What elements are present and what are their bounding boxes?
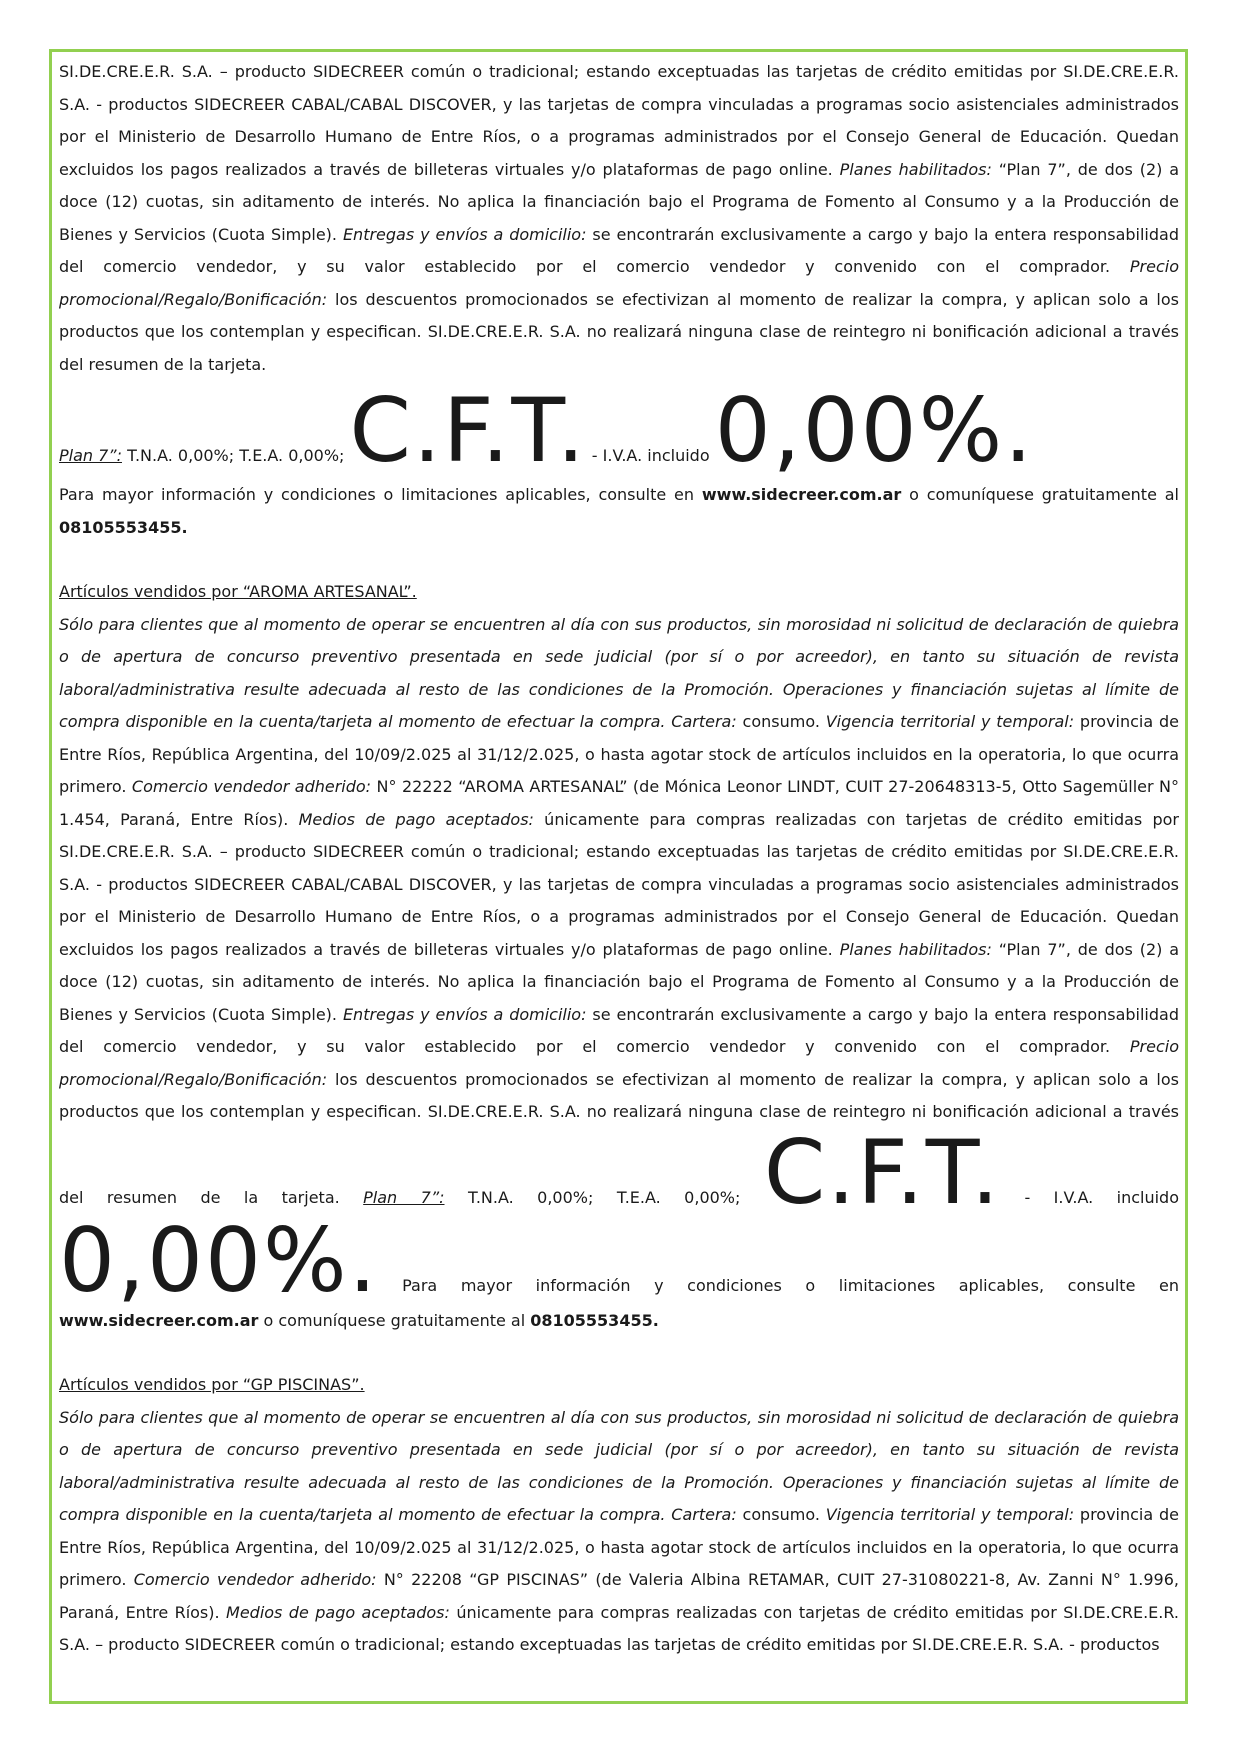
- website-link[interactable]: www.sidecreer.com.ar: [701, 485, 902, 504]
- website-link[interactable]: www.sidecreer.com.ar: [59, 1310, 259, 1330]
- info-paragraph: Para mayor información y condiciones o limitaciones aplicables, consulte en www.sidecreer.com.ar o comuníquese gratuitamente al 08105553455.: [59, 485, 1180, 537]
- phone-number: 08105553455.: [530, 1310, 659, 1330]
- cft-label: C.F.T.: [349, 379, 587, 482]
- section-heading-gp: Artículos vendidos por “GP PISCINAS”.: [59, 1375, 365, 1394]
- cft-value: 0,00%.: [714, 379, 1035, 482]
- section-heading-aroma: Artículos vendidos por “AROMA ARTESANAL”.: [59, 582, 417, 601]
- cft-label: C.F.T.: [763, 1120, 1001, 1224]
- section-body-aroma: Sólo para clientes que al momento de operar se encuentren al día con sus productos, sin morosidad ni solicitud de declaración de quiebra o de apertura de concurso preventivo presentada en sede judicial (por sí o por acreedor), en tanto su situación de revista laboral/administrativa resulte adecuada al resto de las condiciones de la Promoción. Operaciones y financiación sujetas al límite de compra disponible en la cuenta/tarjeta al momento de efectuar la compra. Cartera: consumo. Vigencia territorial y temporal: provincia de Entre Ríos, República Argentina, del 10/09/2.025 al 31/12/2.025, o hasta agotar stock de artículos incluidos en la operatoria, lo que ocurra primero. Comercio vendedor adherido: N° 22222 “AROMA ARTESANAL” (de Mónica Leonor LINDT, CUIT 27-20648313-5, Otto Sagemüller N° 1.454, Paraná, Entre Ríos). Medios de pago aceptados: únicamente para compras realizadas con tarjetas de crédito emitidas por SI.DE.CRE.E.R. S.A. – producto SIDECREER común o tradicional; estando exceptuadas las tarjetas de crédito emitidas por SI.DE.CRE.E.R. S.A. - productos SIDECREER CABAL/CABAL DISCOVER, y las tarjetas de compra vinculadas a programas socio asistenciales administrados por el Ministerio de Desarrollo Humano de Entre Ríos, o a programas administrados por el Consejo General de Educación. Quedan excluidos los pagos realizados a través de billeteras virtuales y/o plataformas de pago online. Planes habilitados: “Plan 7”, de dos (2) a doce (12) cuotas, sin aditamento de interés. No aplica la financiación bajo el Programa de Fomento al Consumo y a la Producción de Bienes y Servicios (Cuota Simple). Entregas y envíos a domicilio: se encontrarán exclusivamente a cargo y bajo la entera responsabilidad del comercio vendedor, y su valor establecido por el comercio vendedor y convenido con el comprador. Precio promocional/Regalo/Bonificación: los descuentos promocionados se efectivizan al momento de realizar la compra, y aplican solo a los productos que los contemplan y especifican. SI.DE.CRE.E.R. S.A. no realizará ninguna clase de reintegro ni bonificación adicional a través del resumen de la tarjeta. Plan 7”: T.N.A. 0,00%; T.E.A. 0,00%; C.F.T. - I.V.A. incluido 0,00%. Para mayor información y condiciones o limitaciones aplicables, consulte en www.sidecreer.com.ar o comuníquese gratuitamente al 08105553455.: [59, 614, 1180, 1330]
- phone-number: 08105553455.: [59, 517, 188, 537]
- cft-value: 0,00%.: [59, 1208, 379, 1312]
- document-body: [59, 56, 1179, 1662]
- paragraph-payment-terms: SI.DE.CRE.E.R. S.A. – producto SIDECREER común o tradicional; estando exceptuadas las tarjetas de crédito emitidas por SI.DE.CRE.E.R. S.A. - productos SIDECREER CABAL/CABAL DISCOVER, y las tarjetas de compra vinculadas a programas socio asistenciales administrados por el Ministerio de Desarrollo Humano de Entre Ríos, o a programas administrados por el Consejo General de Educación. Quedan excluidos los pagos realizados a través de billeteras virtuales y/o plataformas de pago online. Planes habilitados: “Plan 7”, de dos (2) a doce (12) cuotas, sin aditamento de interés. No aplica la financiación bajo el Programa de Fomento al Consumo y a la Producción de Bienes y Servicios (Cuota Simple). Entregas y envíos a domicilio: se encontrarán exclusivamente a cargo y bajo la entera responsabilidad del comercio vendedor, y su valor establecido por el comercio vendedor y convenido con el comprador. Precio promocional/Regalo/Bonificación: los descuentos promocionados se efectivizan al momento de realizar la compra, y aplican solo a los productos que los contemplan y especifican. SI.DE.CRE.E.R. S.A. no realizará ninguna clase de reintegro ni bonificación adicional a través del resumen de la tarjeta.: [59, 62, 1180, 374]
- cft-line: Plan 7”: T.N.A. 0,00%; T.E.A. 0,00%; C.F.T. - I.V.A. incluido 0,00%.: [59, 379, 1035, 482]
- section-body-gp: Sólo para clientes que al momento de operar se encuentren al día con sus productos, sin morosidad ni solicitud de declaración de quiebra o de apertura de concurso preventivo presentada en sede judicial (por sí o por acreedor), en tanto su situación de revista laboral/administrativa resulte adecuada al resto de las condiciones de la Promoción. Operaciones y financiación sujetas al límite de compra disponible en la cuenta/tarjeta al momento de efectuar la compra. Cartera: consumo. Vigencia territorial y temporal: provincia de Entre Ríos, República Argentina, del 10/09/2.025 al 31/12/2.025, o hasta agotar stock de artículos incluidos en la operatoria, lo que ocurra primero. Comercio vendedor adherido: N° 22208 “GP PISCINAS” (de Valeria Albina RETAMAR, CUIT 27-31080221-8, Av. Zanni N° 1.996, Paraná, Entre Ríos). Medios de pago aceptados: únicamente para compras realizadas con tarjetas de crédito emitidas por SI.DE.CRE.E.R. S.A. – producto SIDECREER común o tradicional; estando exceptuadas las tarjetas de crédito emitidas por SI.DE.CRE.E.R. S.A. - productos: [59, 1407, 1180, 1654]
